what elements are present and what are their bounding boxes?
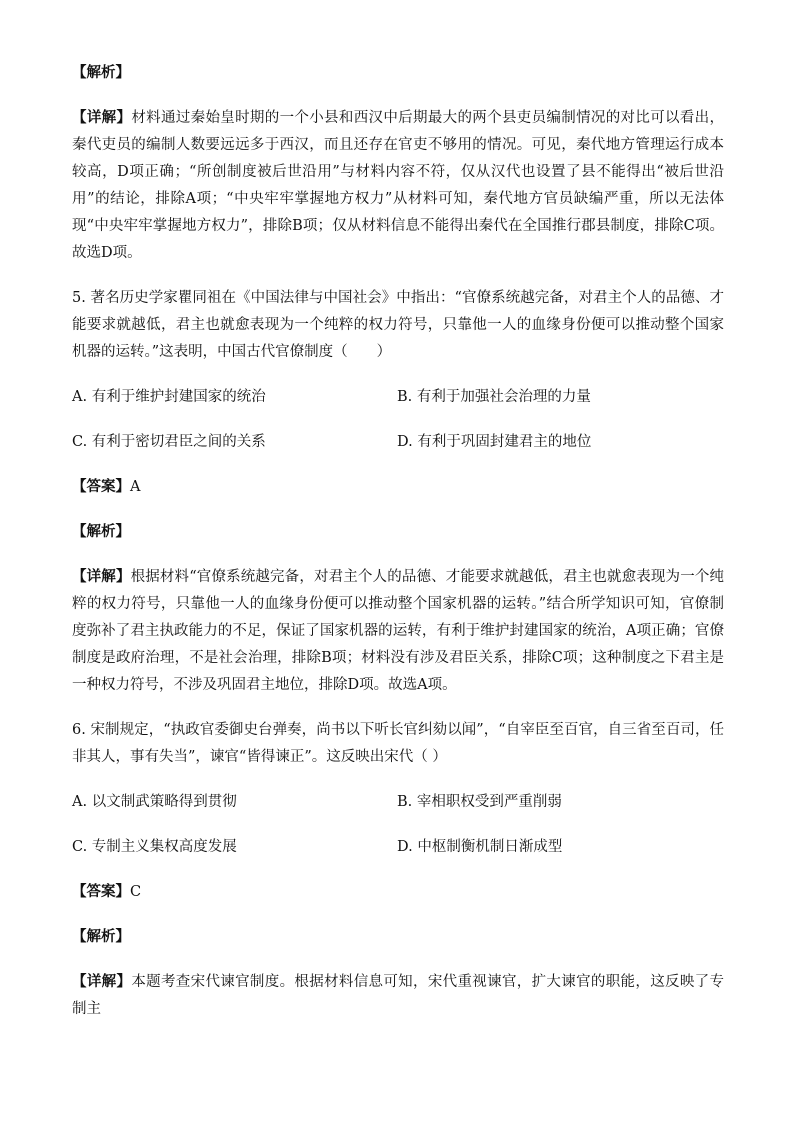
q5-detail [72,564,724,699]
q5-option-c: C. 有利于密切君臣之间的关系 [72,434,266,450]
q6-option-a: A. 以文制武策略得到贯彻 [72,794,237,810]
q5-stem: 5. 著名历史学家瞿同祖在《中国法律与中国社会》中指出：“官僚系统越完备，对君主个人的品德、才能要求就越低，君主也就愈表现为一个纯粹的权力符号，只靠他一人的血缘身份便可以推动整个国家机器的运转。”这表明，中国古代官僚制度（ ） [72,290,724,360]
detail-label: 【详解】 [72,569,131,585]
analysis-heading [72,60,724,87]
q5-analysis-heading [72,519,724,546]
q5-option-b: B. 有利于加强社会治理的力量 [397,389,591,405]
analysis-label: 【解析】 [72,929,130,945]
answer-label: 【答案】 [72,479,130,495]
q6-options [72,789,724,861]
q6-option-d: D. 中枢制衡机制日渐成型 [397,839,563,855]
document-page [72,60,724,1041]
q6-detail [72,969,724,1023]
q4-detail [72,105,724,267]
q6-answer-value: C [130,884,142,900]
q6-stem: 6. 宋制规定，“执政官委御史台弹奏，尚书以下听长官纠劾以闻”，“自宰臣至百官，自三省至百司，任非其人，事有失当”，谏官“皆得谏正”。这反映出宋代（ ） [72,722,724,765]
q5-answer [72,474,724,501]
q6-detail-text: 本题考查宋代谏官制度。根据材料信息可知，宋代重视谏官，扩大谏官的职能，这反映了专制主 [72,974,725,1017]
q5-options [72,384,724,456]
q6-analysis-heading [72,924,724,951]
q5-option-a: A. 有利于维护封建国家的统治 [72,389,266,405]
q5-detail-text: 根据材料“官僚系统越完备，对君主个人的品德、才能要求就越低，君主也就愈表现为一个纯粹的权力符号，只靠他一人的血缘身份便可以推动整个国家机器的运转。”结合所学知识可知，官僚制度弥补了君主执政能力的不足，保证了国家机器的运转，有利于维护封建国家的统治，A项正确；官僚制度是政府治理，不是社会治理，排除B项；材料没有涉及君臣关系，排除C项；这种制度之下君主是一种权力符号，不涉及巩固君主地位，排除D项。故选A项。 [72,569,724,693]
q5-option-d: D. 有利于巩固封建君主的地位 [397,434,592,450]
q6-option-b: B. 宰相职权受到严重削弱 [397,794,562,810]
detail-label: 【详解】 [72,974,132,990]
analysis-label: 【解析】 [72,524,130,540]
analysis-label: 【解析】 [72,65,130,81]
answer-label: 【答案】 [72,884,130,900]
q6-option-c: C. 专制主义集权高度发展 [72,839,237,855]
q4-detail-text: 材料通过秦始皇时期的一个小县和西汉中后期最大的两个县吏员编制情况的对比可以看出，秦代吏员的编制人数要远远多于西汉，而且还存在官吏不够用的情况。可见，秦代地方管理运行成本较高，D项正确；“所创制度被后世沿用”与材料内容不符，仅从汉代也设置了县不能得出“被后世沿用”的结论，排除A项；“中央牢牢掌握地方权力”从材料可知，秦代地方官员缺编严重，所以无法体现“中央牢牢掌握地方权力”，排除B项；仅从材料信息不能得出秦代在全国推行郡县制度，排除C项。故选D项。 [72,110,725,261]
detail-label: 【详解】 [72,110,132,126]
q6-answer [72,879,724,906]
q5-answer-value: A [130,479,141,495]
